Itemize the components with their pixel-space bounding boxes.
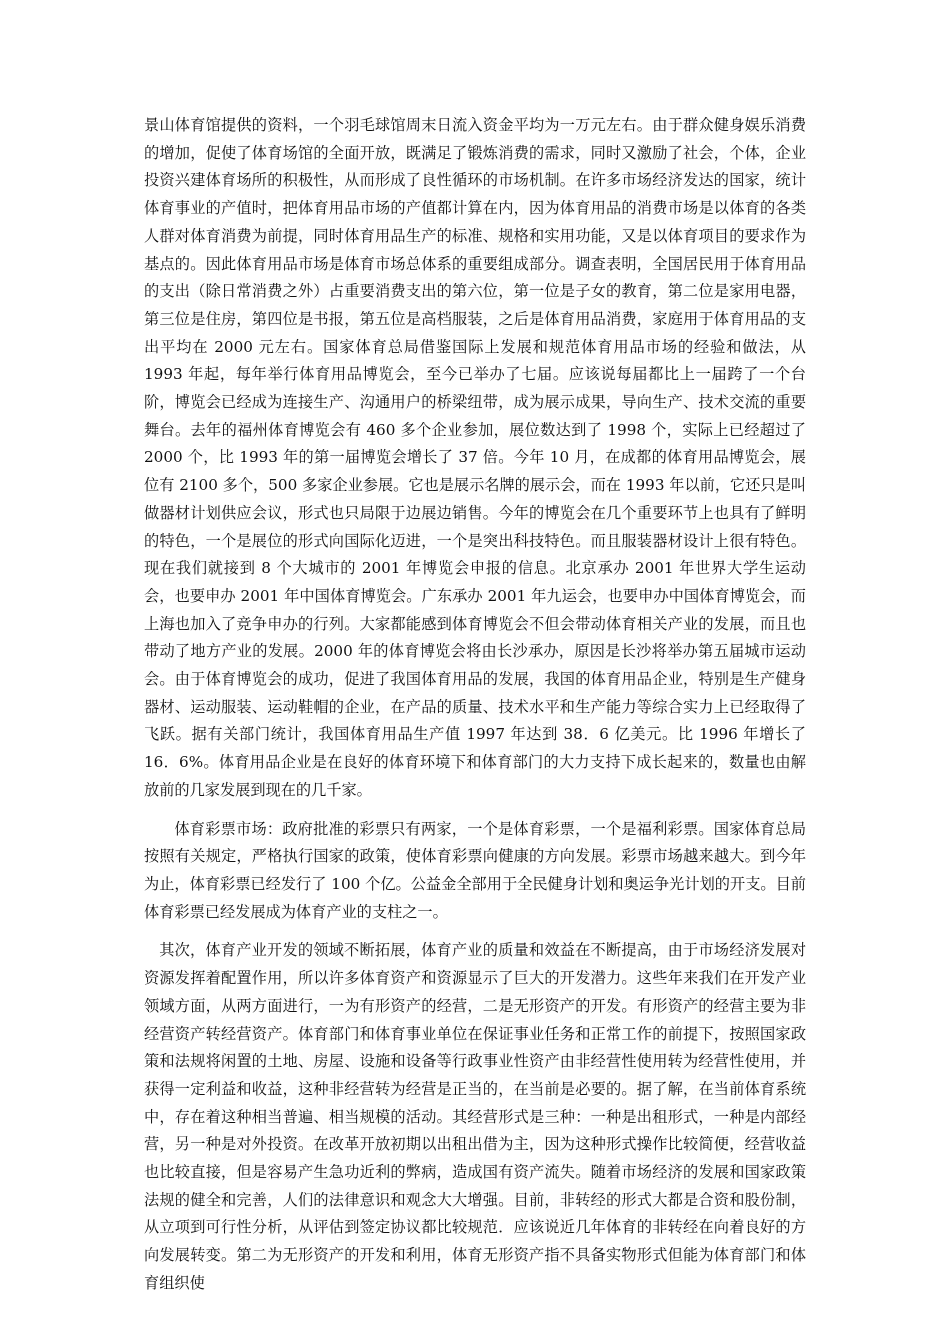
document-page [144, 112, 806, 1298]
paragraph-asset-development: 其次，体育产业开发的领域不断拓展，体育产业的质量和效益在不断提高，由于市场经济发展对资源发挥着配置作用，所以许多体育资产和资源显示了巨大的开发潜力。这些年来我们在开发产业领域方面，从两方面进行，一为有形资产的经营，二是无形资产的开发。有形资产的经营主要为非经营资产转经营资产。体育部门和体育事业单位在保证事业任务和正常工作的前提下，按照国家政策和法规将闲置的土地、房屋、设施和设备等行政事业性资产由非经营性使用转为经营性使用，并获得一定利益和收益，这种非经营转为经营是正当的，在当前是必要的。据了解，在当前体育系统中，存在着这种相当普遍、相当规模的活动。其经营形式是三种：一种是出租形式，一种是内部经营，另一种是对外投资。在改革开放初期以出租出借为主，因为这种形式操作比较简便，经营收益也比较直接，但是容易产生急功近利的弊病，造成国有资产流失。随着市场经济的发展和国家政策法规的健全和完善，人们的法律意识和观念大大增强。目前，非转经的形式大都是合资和股份制，从立项到可行性分析，从评估到签定协议都比较规范．应该说近几年体育的非转经在向着良好的方向发展转变。第二为无形资产的开发和利用，体育无形资产指不具备实物形式但能为体育部门和体育组织使 [144, 941, 806, 1292]
paragraph-sporting-goods-market: 景山体育馆提供的资料，一个羽毛球馆周末日流入资金平均为一万元左右。由于群众健身娱乐消费的增加，促使了体育场馆的全面开放，既满足了锻炼消费的需求，同时又激励了社会，个体，企业投资兴建体育场所的积极性，从而形成了良性循环的市场机制。在许多市场经济发达的国家，统计体育事业的产值时，把体育用品市场的产值都计算在内，因为体育用品的消费市场是以体育的各类人群对体育消费为前提，同时体育用品生产的标准、规格和实用功能，又是以体育项目的要求作为基点的。因此体育用品市场是体育市场总体系的重要组成部分。调查表明，全国居民用于体育用品的支出（除日常消费之外）占重要消费支出的第六位，第一位是子女的教育，第二位是家用电器，第三位是住房，第四位是书报，第五位是高档服装，之后是体育用品消费，家庭用于体育用品的支出平均在 2000 元左右。国家体育总局借鉴国际上发展和规范体育用品市场的经验和做法，从 1993 年起，每年举行体育用品博览会，至今已举办了七届。应该说每届都比上一届跨了一个台阶，博览会已经成为连接生产、沟通用户的桥梁纽带，成为展示成果，导向生产、技术交流的重要舞台。去年的福州体育博览会有 460 多个企业参加，展位数达到了 1998 个，实际上已经超过了 2000 个，比 1993 年的第一届博览会增长了 37 倍。今年 10 月，在成都的体育用品博览会，展位有 2100 多个，500 多家企业参展。它也是展示名牌的展示会，而在 1993 年以前，它还只是叫做器材计划供应会议，形式也只局限于边展边销售。今年的博览会在几个重要环节上也具有了鲜明的特色，一个是展位的形式向国际化迈进，一个是突出科技特色。而且服装器材设计上很有特色。现在我们就接到 8 个大城市的 2001 年博览会申报的信息。北京承办 2001 年世界大学生运动会，也要申办 2001 年中国体育博览会。广东承办 2001 年九运会，也要申办中国体育博览会，而上海也加入了竞争申办的行列。大家都能感到体育博览会不但会带动体育相关产业的发展，而且也带动了地方产业的发展。2000 年的体育博览会将由长沙承办，原因是长沙将举办第五届城市运动会。由于体育博览会的成功，促进了我国体育用品的发展，我国的体育用品企业，特别是生产健身器材、运动服装、运动鞋帽的企业，在产品的质量、技术水平和生产能力等综合实力上已经取得了飞跃。据有关部门统计，我国体育用品生产值 1997 年达到 38．6 亿美元。比 1996 年增长了 16．6%。体育用品企业是在良好的体育环境下和体育部门的大力支持下成长起来的，数量也由解放前的几家发展到现在的几千家。 [144, 116, 806, 799]
paragraph-sports-lottery: 体育彩票市场：政府批准的彩票只有两家，一个是体育彩票，一个是福利彩票。国家体育总局按照有关规定，严格执行国家的政策，使体育彩票向健康的方向发展。彩票市场越来越大。到今年为止，体育彩票已经发行了 100 个亿。公益金全部用于全民健身计划和奥运争光计划的开支。目前体育彩票已经发展成为体育产业的支柱之一。 [144, 819, 806, 921]
